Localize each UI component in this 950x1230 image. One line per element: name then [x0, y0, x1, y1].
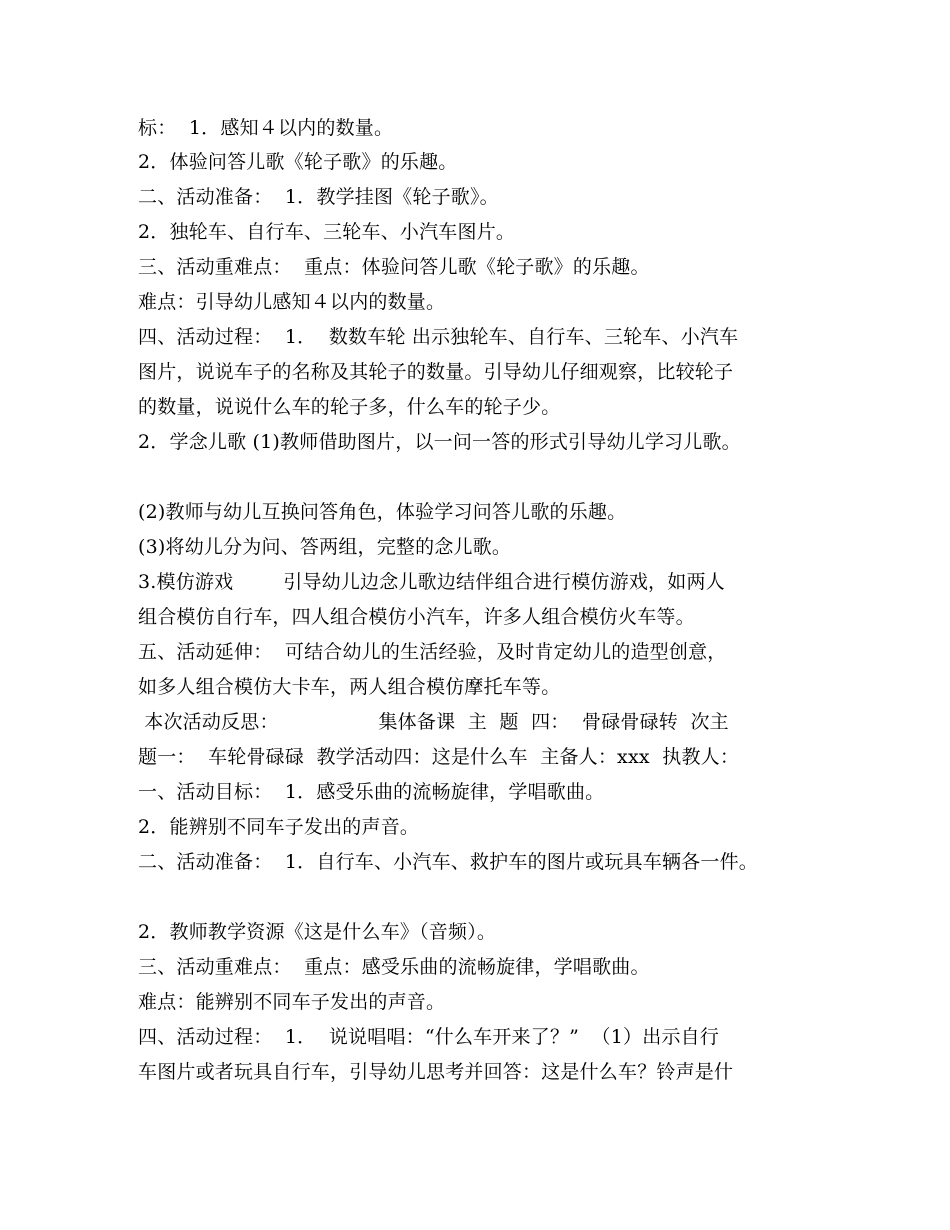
text-line: 三、活动重难点： 重点：感受乐曲的流畅旋律，学唱歌曲。: [138, 956, 650, 978]
text-line: 难点：引导幼儿感知４以内的数量。: [138, 291, 446, 313]
text-line: (3)将幼儿分为问、答两组，完整的念儿歌。: [138, 536, 512, 558]
text-line: 图片，说说车子的名称及其轮子的数量。引导幼儿仔细观察，比较轮子: [138, 361, 734, 383]
text-line: 四、活动过程： 1． 说说唱唱：“什么车开来了？” （1）出示自行: [138, 1026, 720, 1048]
text-line: 三、活动重难点： 重点：体验问答儿歌《轮子歌》的乐趣。: [138, 256, 650, 278]
text-line: 的数量，说说什么车的轮子多，什么车的轮子少。: [138, 396, 561, 418]
text-line: 车图片或者玩具自行车，引导幼儿思考并回答：这是什么车？铃声是什: [138, 1061, 734, 1083]
text-line: 组合模仿自行车，四人组合模仿小汽车，许多人组合模仿火车等。: [138, 606, 695, 628]
text-line: 2．独轮车、自行车、三轮车、小汽车图片。: [138, 221, 516, 243]
text-line: 标： 1．感知４以内的数量。: [138, 117, 394, 139]
text-line: 2．能辨别不同车子发出的声音。: [138, 816, 420, 838]
text-line: 题一： 车轮骨碌碌 教学活动四：这是什么车 主备人：xxx 执教人：: [138, 746, 740, 768]
text-line: 二、活动准备： 1．教学挂图《轮子歌》。: [138, 186, 499, 208]
text-line: 难点：能辨别不同车子发出的声音。: [138, 991, 446, 1013]
text-line: 如多人组合模仿大卡车，两人组合模仿摩托车等。: [138, 676, 561, 698]
text-line: 2．学念儿歌 (1)教师借助图片，以一问一答的形式引导幼儿学习儿歌。: [138, 431, 741, 453]
text-line: (2)教师与幼儿互换问答角色，体验学习问答儿歌的乐趣。: [138, 501, 627, 523]
text-line: 2．体验问答儿歌《轮子歌》的乐趣。: [138, 151, 458, 173]
text-line: 2．教师教学资源《这是什么车》（音频）。: [138, 921, 497, 943]
text-line: 本次活动反思： 集体备课 主 题 四： 骨碌骨碌转 次主: [138, 711, 729, 733]
text-line: 一、活动目标： 1．感受乐曲的流畅旋律，学唱歌曲。: [138, 781, 605, 803]
text-line: 3.模仿游戏 引导幼儿边念儿歌边结伴组合进行模仿游戏，如两人: [138, 571, 725, 593]
text-line: 五、活动延伸： 可结合幼儿的生活经验，及时肯定幼儿的造型创意，: [138, 641, 727, 663]
text-line: 二、活动准备： 1．自行车、小汽车、救护车的图片或玩具车辆各一件。: [138, 851, 758, 873]
text-line: 四、活动过程： 1． 数数车轮 出示独轮车、自行车、三轮车、小汽车: [138, 326, 739, 348]
